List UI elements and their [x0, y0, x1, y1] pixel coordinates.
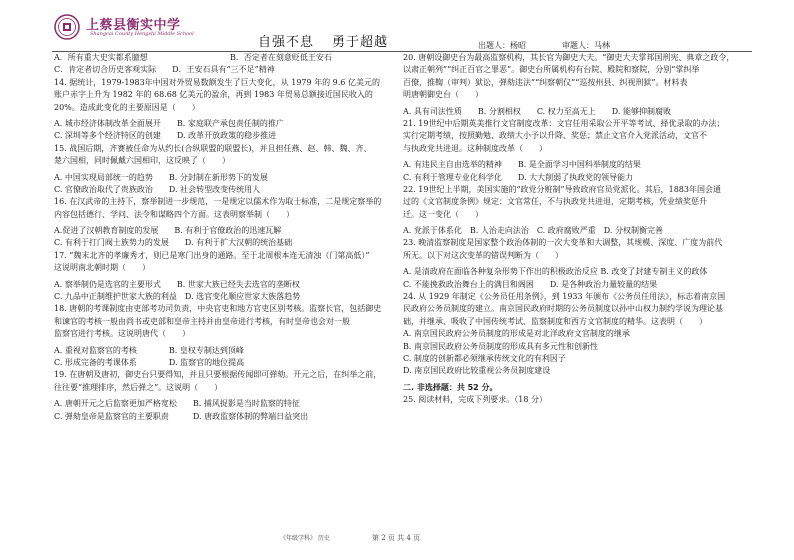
question-line: 24. 从 1929 年制定《公务员任用条例》，到 1933 年颁布《公务员任用法》，标志着南京国: [403, 292, 726, 302]
question-line: 实行定期考绩，按照勤勉、政绩大小予以升降、奖惩；禁止文官介入党派活动，文官不: [403, 131, 707, 141]
question-line: 17. “魏末北齐的孝廉秀才，则已是寒门出身的通路。至于北周根本连无清浊（门第高低）”: [54, 250, 370, 260]
page-header: [0, 0, 794, 50]
question-line: 往往要“推理排序，然后弹之”。这说明（ ）: [54, 382, 223, 392]
option-line: A. 重视对监察官的考核 B. 皇权专制达到顶峰: [54, 345, 244, 355]
option-line: A.促进了汉朝教育制度的发展 B. 有利于官僚政治的迅速瓦解: [54, 226, 282, 236]
question-line: 14. 据统计，1979-1983年中国对外贸易数额发生了巨大变化，从 1979 年的 9.6 亿美元的: [54, 77, 380, 87]
question-line: 16. 在汉武帝的主持下，察举制进一步规范，一是规定以儒术作为取士标准，二是规定察举的: [54, 197, 382, 207]
question-line: 百僚，推鞫（审判）狱讼，弹劾违法”“纠察朝仪”“巡按州县、纠视刑狱”。材料表: [403, 77, 688, 87]
question-line: 与执政党共进退。这种制度改革（ ）: [403, 143, 547, 153]
question-line: 21. 19世纪中后期英美推行文官制度改革：文官任用采取公开平等考试、择优录取的办法；: [403, 118, 725, 128]
question-line: 所无。以下对这次变革的错误判断为（ ）: [403, 250, 563, 260]
option-line: A. 具有司法性质 B. 分割相权 C. 权力至高无上 D. 能够抑制腐败: [403, 106, 671, 116]
author-label: 出题人：杨昭: [478, 41, 526, 50]
question-line: 和谏官的考核一般由尚书或吏部和皇帝主持并由皇帝进行考核，有时皇帝也会对一般: [54, 316, 350, 326]
question-line: 明唐朝御史台（ ）: [403, 90, 483, 100]
option-text: B．否定者在刻意贬低王安石: [230, 53, 332, 62]
school-name-en: Shangcai County Hengshi Middle School: [90, 31, 194, 37]
option-line: A. 是清政府在面临各种复杂形势下作出的积极政治反应 B. 改变了封建专制主义的政体: [403, 267, 708, 277]
question-line: 楚六国相，同时佩戴六国相印，这反映了（ ）: [54, 156, 230, 166]
question-line: 民政府公务员制度的建立。南京国民政府时期的公务员制度以孙中山权力制约学说为理论基: [403, 304, 723, 314]
right-column: [403, 52, 755, 407]
option-row: [54, 52, 406, 64]
option-line: C. 有利于管理专业化科学化 D. 大大削弱了执政党的领导能力: [403, 172, 634, 182]
option-line: A. 党派于体系化 B. 人治走向法治 C. 政府腐败严重 D. 分权制衡完善: [403, 226, 663, 236]
question-line: 19. 在唐朝及唐初，御史台只要得知，并且只要根据传闻即可弹劾。开元之后，在纠举之前，: [54, 370, 382, 380]
option-line: A. 唐朝开元之后监察更加严格宽松 B. 捕风捉影是当时监察的特征: [54, 399, 300, 409]
question-line: 监察官进行考核。这说明唐代（ ）: [54, 329, 190, 339]
question-line: 22. 19世纪上半期，美国实施的“政党分赃制”导致政府官员党派化。其后，1883年国会通: [403, 184, 721, 194]
option-text: A．所有重大史实都系臆想: [54, 53, 148, 62]
question-line: 23. 晚清监察制度是国家整个政治体制的一次大变革和大调整，其规模、深度、广度为前代: [403, 238, 723, 248]
question-line: 以肃正朝列”“纠正百官之罪恶”。御史台所属机构有台院、殿院和察院，分别“掌纠举: [403, 65, 700, 75]
option-line: B. 南京国民政府公务员制度的形成具有多元性和创新性: [403, 341, 598, 351]
option-line: C. 有利于打门阀士族势力的发展 D. 有利于扩大汉朝的统治基础: [54, 238, 293, 248]
reviewer-label: 审题人：马林: [562, 41, 610, 50]
question-line: 25. 阅读材料，完成下列要求。（18 分）: [403, 395, 547, 405]
motto: [258, 31, 406, 50]
option-line: A. 城市经济体制改革全面展开 B. 家庭联产承包责任制的推广: [54, 118, 284, 128]
section-heading: 二. 非选择题：共 52 分。: [403, 382, 498, 392]
question-line: 础，并继承、吸收了中国传统考试、监察制度和西方文官制度的精华。这表明（ ）: [403, 316, 707, 326]
option-line: C. 形成完备的考课体系 D. 监察官的地位提高: [54, 357, 245, 367]
question-line: 内容包括德行、学问、法令和谋略四个方面。这表明察举制（ ）: [54, 209, 294, 219]
option-line: A. 中国实现局部统一的趋势 B. 分封制在新形势下的发展: [54, 172, 268, 182]
school-name: 上蔡县衡实中学: [86, 18, 181, 33]
question-line: 20. 唐朝设御史台为最高监察机构，其长官为御史大夫。“御史大夫掌邦国刑宪、典章之政令，: [403, 53, 735, 62]
option-line: A. 察举制仍是选官的主要形式 B. 世家大族已经失去选官的垄断权: [54, 279, 300, 289]
option-line: A. 南京国民政府公务员制度的形成是对北洋政府文官制度的继承: [403, 329, 630, 339]
question-line: 账户赤字上升为 1982 年的 68.68 亿美元的盈余，再到 1983 年贸易总额接近国民收入的: [54, 90, 373, 100]
footer-subject: 《年级学科》 历史: [280, 535, 330, 542]
question-line: 18. 唐朝的考课制度由吏部考功司负责，中央官吏和地方官吏区别考核。监察长官，包括御史: [54, 304, 382, 314]
school-logo-icon: [54, 14, 80, 40]
question-line: 20%。造成此变化的主要原因是（ ）: [54, 102, 200, 112]
question-line: 迁。这一变化（ ）: [403, 209, 483, 219]
footer-page-number: 第 2 页 共 4 页: [372, 534, 421, 542]
option-line: C. 深圳等多个经济特区的创建 D. 改革开放政策的稳步推进: [54, 131, 277, 141]
left-column: [54, 52, 406, 423]
option-line: A. 有违民主自由选举的精神 B. 是全面学习中国科举制度的结果: [403, 160, 641, 170]
option-line: D. 南京国民政府比较重视公务员制度建设: [403, 366, 551, 376]
question-line: 这说明南北朝时期（ ）: [54, 263, 150, 273]
option-line: C．肯定者切合历史客观实际 D．王安石具有“三不足”精神: [54, 65, 275, 75]
option-line: C. 不能挽救政治舞台上的满目和阁困 D. 是各种政治力量较量的结果: [403, 279, 658, 289]
motto-1: 自强不息: [258, 35, 315, 50]
option-line: C. 弹劾皇帝是监察官的主要职责 D. 唐政监察体制的弊端日益突出: [54, 411, 309, 421]
option-line: C. 制度的创新都必须继承传统文化的有利因子: [403, 353, 566, 363]
question-line: 15. 战国后期，齐赛被任命为从约长(合纵联盟的联盟长)，并且担任燕、赵、韩、魏、齐、: [54, 143, 372, 153]
option-line: C. 九品中正制维护世家大族的利益 D. 选官变化顺应世家大族落趋势: [54, 292, 301, 302]
question-line: 过的《文官制度条例》规定：文官常任，不与执政党共进退，定期考核，凭业绩奖惩升: [403, 197, 707, 207]
motto-2: 勇于超越: [332, 35, 389, 50]
option-line: C. 官僚政治取代了贵族政治 D. 社会转型改变传统用人: [54, 184, 261, 194]
